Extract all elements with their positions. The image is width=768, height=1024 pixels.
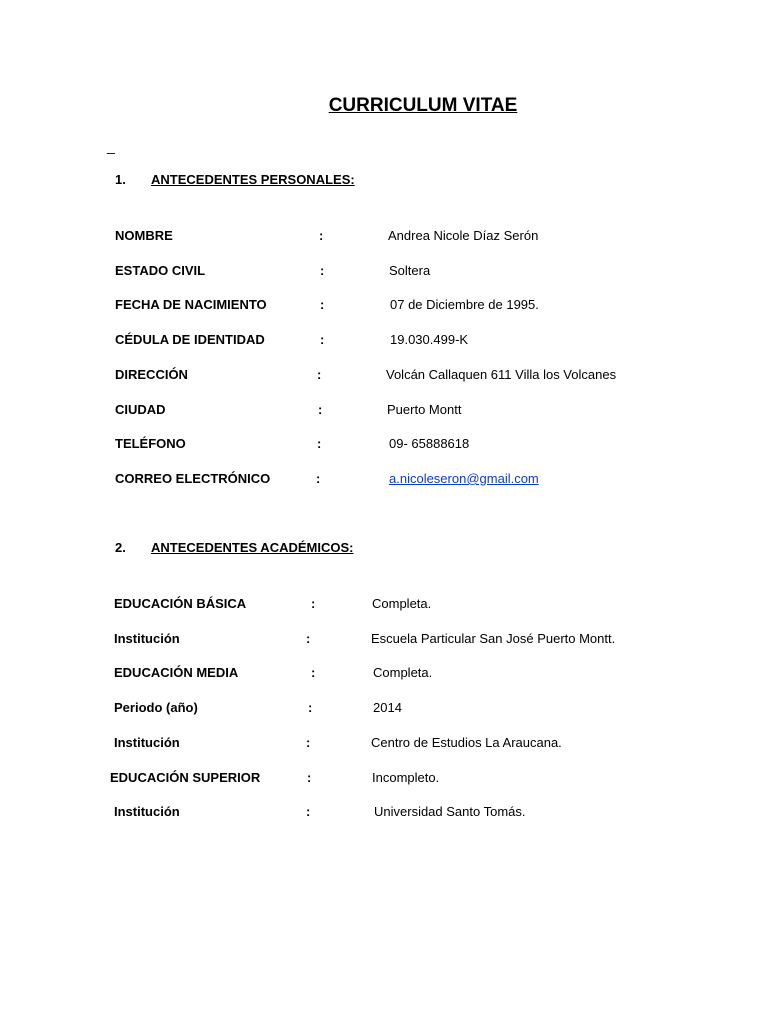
field-row-institution [0, 631, 768, 649]
field-colon: : [320, 297, 325, 312]
field-colon: : [308, 700, 313, 715]
field-label: CIUDAD [115, 402, 166, 417]
field-value: Completa. [372, 596, 432, 611]
field-value: 07 de Diciembre de 1995. [390, 297, 539, 312]
section-title: ANTECEDENTES PERSONALES: [151, 172, 355, 187]
field-value: 09- 65888618 [389, 436, 470, 451]
field-label: FECHA DE NACIMIENTO [115, 297, 267, 312]
field-row-address [0, 367, 768, 385]
field-row-name [0, 228, 768, 246]
field-label: CORREO ELECTRÓNICO [115, 471, 271, 486]
field-row-birth-date [0, 297, 768, 315]
field-row-institution [0, 735, 768, 753]
field-colon: : [307, 770, 312, 785]
field-label: EDUCACIÓN MEDIA [114, 665, 239, 680]
field-value: Universidad Santo Tomás. [374, 804, 526, 819]
section-number: 2. [115, 540, 126, 555]
field-label: Institución [114, 735, 180, 750]
field-value: Volcán Callaquen 611 Villa los Volcanes [386, 367, 617, 382]
field-row-period [0, 700, 768, 718]
section-title: ANTECEDENTES ACADÉMICOS: [151, 540, 354, 555]
field-colon: : [320, 263, 325, 278]
section-personal-heading [115, 172, 415, 190]
field-label: DIRECCIÓN [115, 367, 188, 382]
field-value: Andrea Nicole Díaz Serón [388, 228, 539, 243]
field-row-civil-status [0, 263, 768, 281]
dash-mark: _ [107, 138, 115, 154]
section-academic-heading [115, 540, 415, 558]
field-colon: : [320, 332, 325, 347]
field-value: Centro de Estudios La Araucana. [371, 735, 562, 750]
field-label: Periodo (año) [114, 700, 198, 715]
field-label: ESTADO CIVIL [115, 263, 206, 278]
field-label: Institución [114, 804, 180, 819]
field-value: 2014 [373, 700, 402, 715]
field-row-higher-education [0, 770, 768, 788]
field-colon: : [306, 804, 311, 819]
field-label: NOMBRE [115, 228, 173, 243]
field-value: Incompleto. [372, 770, 440, 785]
field-label: EDUCACIÓN SUPERIOR [110, 770, 261, 785]
field-colon: : [319, 228, 324, 243]
field-value: Puerto Montt [387, 402, 462, 417]
field-row-phone [0, 436, 768, 454]
field-colon: : [317, 436, 322, 451]
field-label: EDUCACIÓN BÁSICA [114, 596, 247, 611]
field-colon: : [311, 596, 316, 611]
field-colon: : [306, 735, 311, 750]
field-value: 19.030.499-K [390, 332, 469, 347]
field-label: Institución [114, 631, 180, 646]
email-link[interactable]: a.nicoleseron@gmail.com [389, 471, 539, 486]
field-colon: : [311, 665, 316, 680]
field-row-city [0, 402, 768, 420]
field-row-email [0, 471, 768, 489]
field-colon: : [318, 402, 323, 417]
field-colon: : [316, 471, 321, 486]
field-row-id-card [0, 332, 768, 350]
field-row-basic-education [0, 596, 768, 614]
document-title: CURRICULUM VITAE [328, 95, 518, 116]
field-value: Escuela Particular San José Puerto Montt. [371, 631, 616, 646]
field-row-secondary-education [0, 665, 768, 683]
field-label: CÉDULA DE IDENTIDAD [115, 332, 265, 347]
field-row-institution [0, 804, 768, 822]
field-colon: : [317, 367, 322, 382]
field-label: TELÉFONO [115, 436, 186, 451]
field-value: Completa. [373, 665, 433, 680]
field-value: Soltera [389, 263, 431, 278]
section-number: 1. [115, 172, 126, 187]
field-colon: : [306, 631, 311, 646]
